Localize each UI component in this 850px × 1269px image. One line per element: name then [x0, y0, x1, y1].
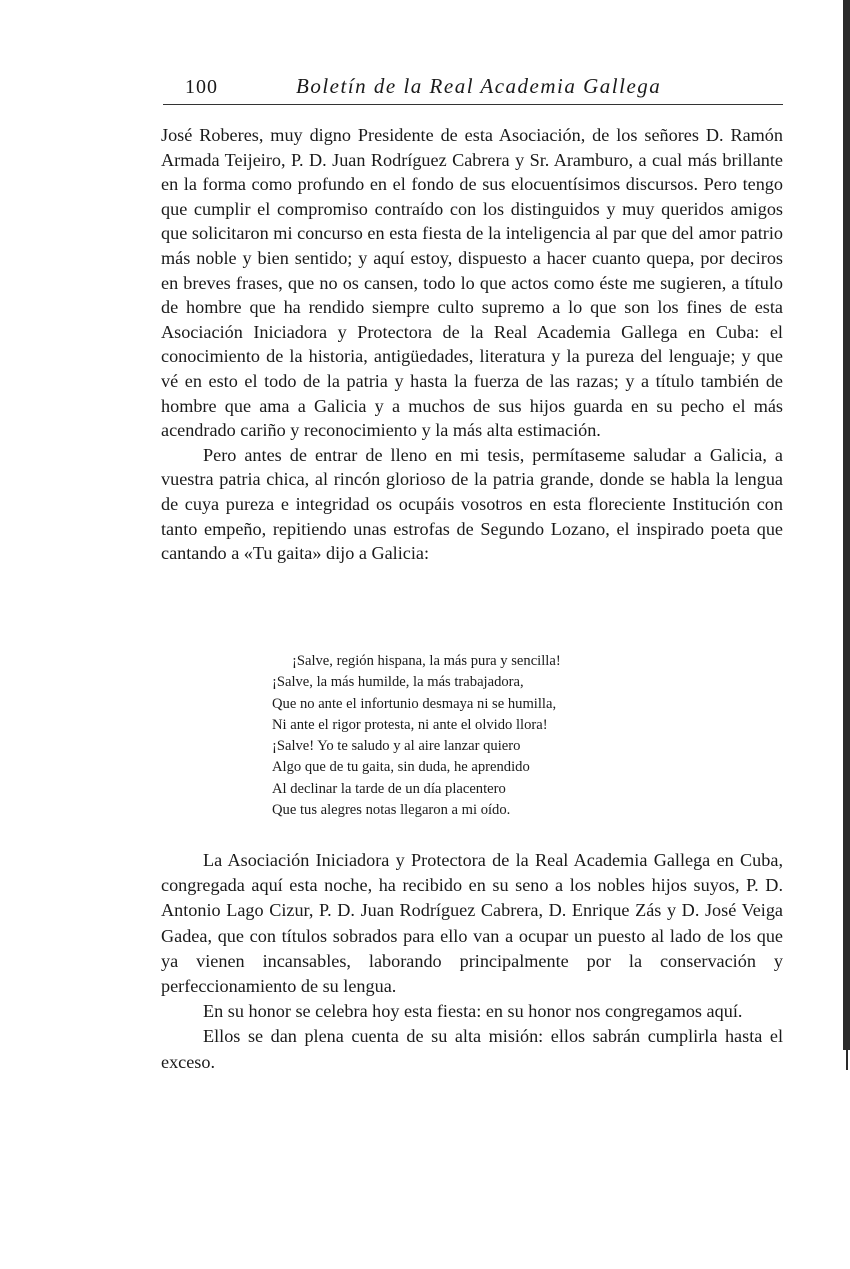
running-title: Boletín de la Real Academia Gallega [296, 74, 662, 98]
paragraph: Pero antes de entrar de lleno en mi tesis, permítaseme saludar a Galicia, a vuestra patria chica, al rincón glorioso de la patria grande, donde se habla la lengua de cuya pureza e integridad os ocupáis vosotros en esta floreciente Institución con tanto empeño, repitiendo unas estrofas de Segundo Lozano, el inspirado poeta que cantando a «Tu gaita» dijo a Galicia: [161, 444, 783, 564]
poem-line: Ni ante el rigor protesta, ni ante el olvido llora! [272, 716, 548, 733]
body-text-lower [161, 848, 783, 1075]
poem-line: ¡Salve, región hispana, la más pura y sencilla! [292, 653, 561, 669]
poem-line: Algo que de tu gaita, sin duda, he aprendido [272, 759, 530, 776]
poem-line: Que no ante el infortunio desmaya ni se humilla, [272, 695, 557, 712]
page-header [163, 74, 783, 105]
body-text-upper [161, 123, 783, 566]
paragraph: En su honor se celebra hoy esta fiesta: en su honor nos congregamos aquí. [203, 1001, 743, 1022]
poem-line: ¡Salve! Yo te saludo y al aire lanzar quiero [272, 738, 521, 755]
page-number: 100 [185, 76, 218, 98]
paragraph: Ellos se dan plena cuenta de su alta misión: ellos sabrán cumplirla hasta el exceso. [161, 1026, 783, 1072]
page-edge-shadow [843, 0, 850, 1050]
poem-line: ¡Salve, la más humilde, la más trabajadora, [272, 674, 524, 691]
poem-quotation [272, 651, 561, 821]
poem-line: Que tus alegres notas llegaron a mi oído. [272, 802, 511, 819]
poem-line: Al declinar la tarde de un día placentero [272, 780, 506, 797]
page-edge-mark [846, 1048, 848, 1070]
paragraph: José Roberes, muy digno Presidente de esta Asociación, de los señores D. Ramón Armada Teijeiro, P. D. Juan Rodríguez Cabrera y Sr. Aramburo, a cual más brillante en la forma como profundo en el fondo de sus elocuentísimos discursos. Pero tengo que cumplir el compromiso contraído con los distinguidos y muy queridos amigos que solicitaron mi concurso en esta fiesta de la inteligencia al par que del amor patrio más noble y bien sentido; y aquí estoy, dispuesto a hacer cuanto quepa, por deciros en breves frases, que no os cansen, todo lo que actos como éste me sugieren, a título de hombre que ha rendido siempre culto supremo a lo que son los fines de esta Asociación Iniciadora y Protectora de la Real Academia Gallega en Cuba: el conocimiento de la historia, antigüedades, literatura y la pureza del lenguaje; y que vé en esto el todo de la patria y hasta la fuerza de las razas; y a título también de hombre que ama a Galicia y a muchos de sus hijos guarda en su pecho el más acendrado cariño y reconocimiento y la más alta estimación. [161, 125, 783, 441]
paragraph: La Asociación Iniciadora y Protectora de la Real Academia Gallega en Cuba, congregada aquí esta noche, ha recibido en su seno a los nobles hijos suyos, P. D. Antonio Lago Cizur, P. D. Juan Rodríguez Cabrera, D. Enrique Zás y D. José Veiga Gadea, que con títulos sobrados para ello van a ocupar un puesto al lado de los que ya vienen incansables, laborando principalmente por la conservación y perfeccionamiento de su lengua. [161, 850, 783, 997]
